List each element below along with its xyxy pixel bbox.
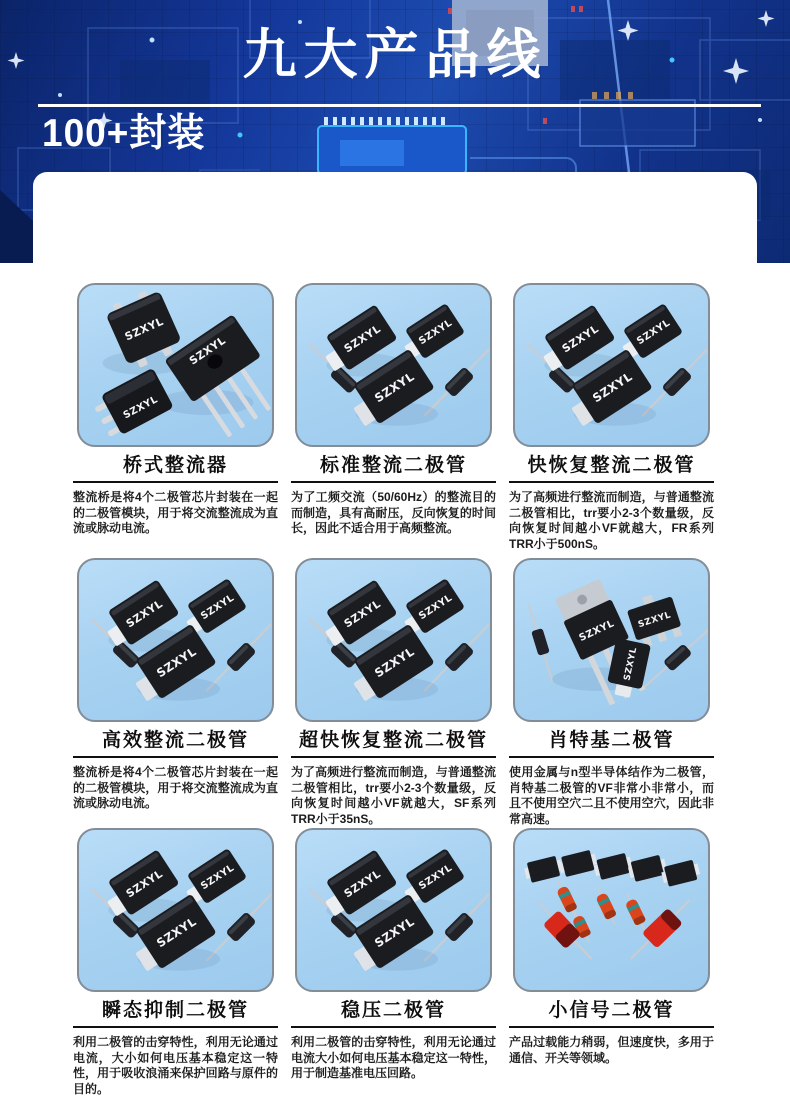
product-image-bridge-rectifier — [77, 283, 274, 447]
product-title: 快恢复整流二极管 — [527, 455, 696, 476]
product-image-small-signal-diode — [513, 828, 710, 992]
product-image-tvs-diode — [77, 828, 274, 992]
title-underline — [291, 481, 496, 483]
page-title: 九大产品线 — [242, 25, 548, 85]
product-card-zener-diode — [291, 828, 496, 1097]
title-underline — [73, 1026, 278, 1028]
product-card-ultrafast-recovery-diode — [291, 558, 496, 828]
title-underline — [509, 1026, 714, 1028]
product-image-schottky-diode — [513, 558, 710, 722]
product-description: 利用二极管的击穿特性，利用无论通过电流大小如何电压基本稳定这一特性，用于制造基准电压回路。 — [291, 1035, 496, 1080]
product-description: 为了高频进行整流而制造，与普通整流二极管相比，trr要小2-3个数量级，反向恢复时间越小VF就越大，SF系列TRR小于35nS。 — [291, 765, 496, 826]
title-underline — [291, 1026, 496, 1028]
product-title: 标准整流二极管 — [319, 455, 467, 476]
product-card-small-signal-diode — [509, 828, 714, 1097]
title-underline — [509, 756, 714, 758]
product-title: 小信号二极管 — [548, 1000, 675, 1021]
title-underline — [73, 756, 278, 758]
product-description: 使用金属与n型半导体结作为二极管，肖特基二极管的VF非常小非常小，而且不使用空穴二且不使用空穴，因此非常高速。 — [509, 765, 714, 826]
product-description: 为了工频交流（50/60Hz）的整流目的而制造，具有高耐压，反向恢复的时间长，因此不适合用于高频整流。 — [291, 490, 496, 535]
product-title: 稳压二极管 — [340, 1000, 446, 1021]
product-card-tvs-diode — [73, 828, 278, 1097]
product-title: 肖特基二极管 — [548, 730, 675, 751]
title-underline — [291, 756, 496, 758]
product-description: 整流桥是将4个二极管芯片封装在一起的二极管模块，用于将交流整流成为直流或脉动电流。 — [73, 490, 278, 535]
title-underline — [73, 481, 278, 483]
product-description: 产品过载能力稍弱，但速度快，多用于通信、开关等领域。 — [509, 1035, 714, 1065]
product-title: 高效整流二极管 — [101, 730, 249, 751]
products-grid — [73, 283, 714, 1097]
product-title: 桥式整流器 — [122, 455, 228, 476]
product-card-high-efficiency-diode — [73, 558, 278, 828]
product-image-high-efficiency-diode — [77, 558, 274, 722]
product-image-fast-recovery-diode — [513, 283, 710, 447]
product-description: 为了高频进行整流而制造，与普通整流二极管相比，trr要小2-3个数量级，反向恢复时间越小VF就越大，FR系列TRR小于500nS。 — [509, 490, 714, 551]
product-image-ultrafast-recovery-diode — [295, 558, 492, 722]
product-card-fast-recovery-diode — [509, 283, 714, 558]
product-image-zener-diode — [295, 828, 492, 992]
product-card-bridge-rectifier — [73, 283, 278, 558]
product-description: 利用二极管的击穿特性，利用无论通过电流，大小如何电压基本稳定这一特性，用于吸收浪涌来保护回路与原件的目的。 — [73, 1035, 278, 1096]
product-card-standard-rectifier-diode — [291, 283, 496, 558]
product-title: 瞬态抑制二极管 — [101, 1000, 249, 1021]
header-subtitle: 100+封装 — [42, 111, 206, 155]
product-description: 整流桥是将4个二极管芯片封装在一起的二极管模块，用于将交流整流成为直流或脉动电流。 — [73, 765, 278, 810]
header-divider — [38, 104, 761, 107]
product-title: 超快恢复整流二极管 — [298, 730, 488, 751]
product-card-schottky-diode — [509, 558, 714, 828]
product-image-standard-rectifier-diode — [295, 283, 492, 447]
title-underline — [509, 481, 714, 483]
